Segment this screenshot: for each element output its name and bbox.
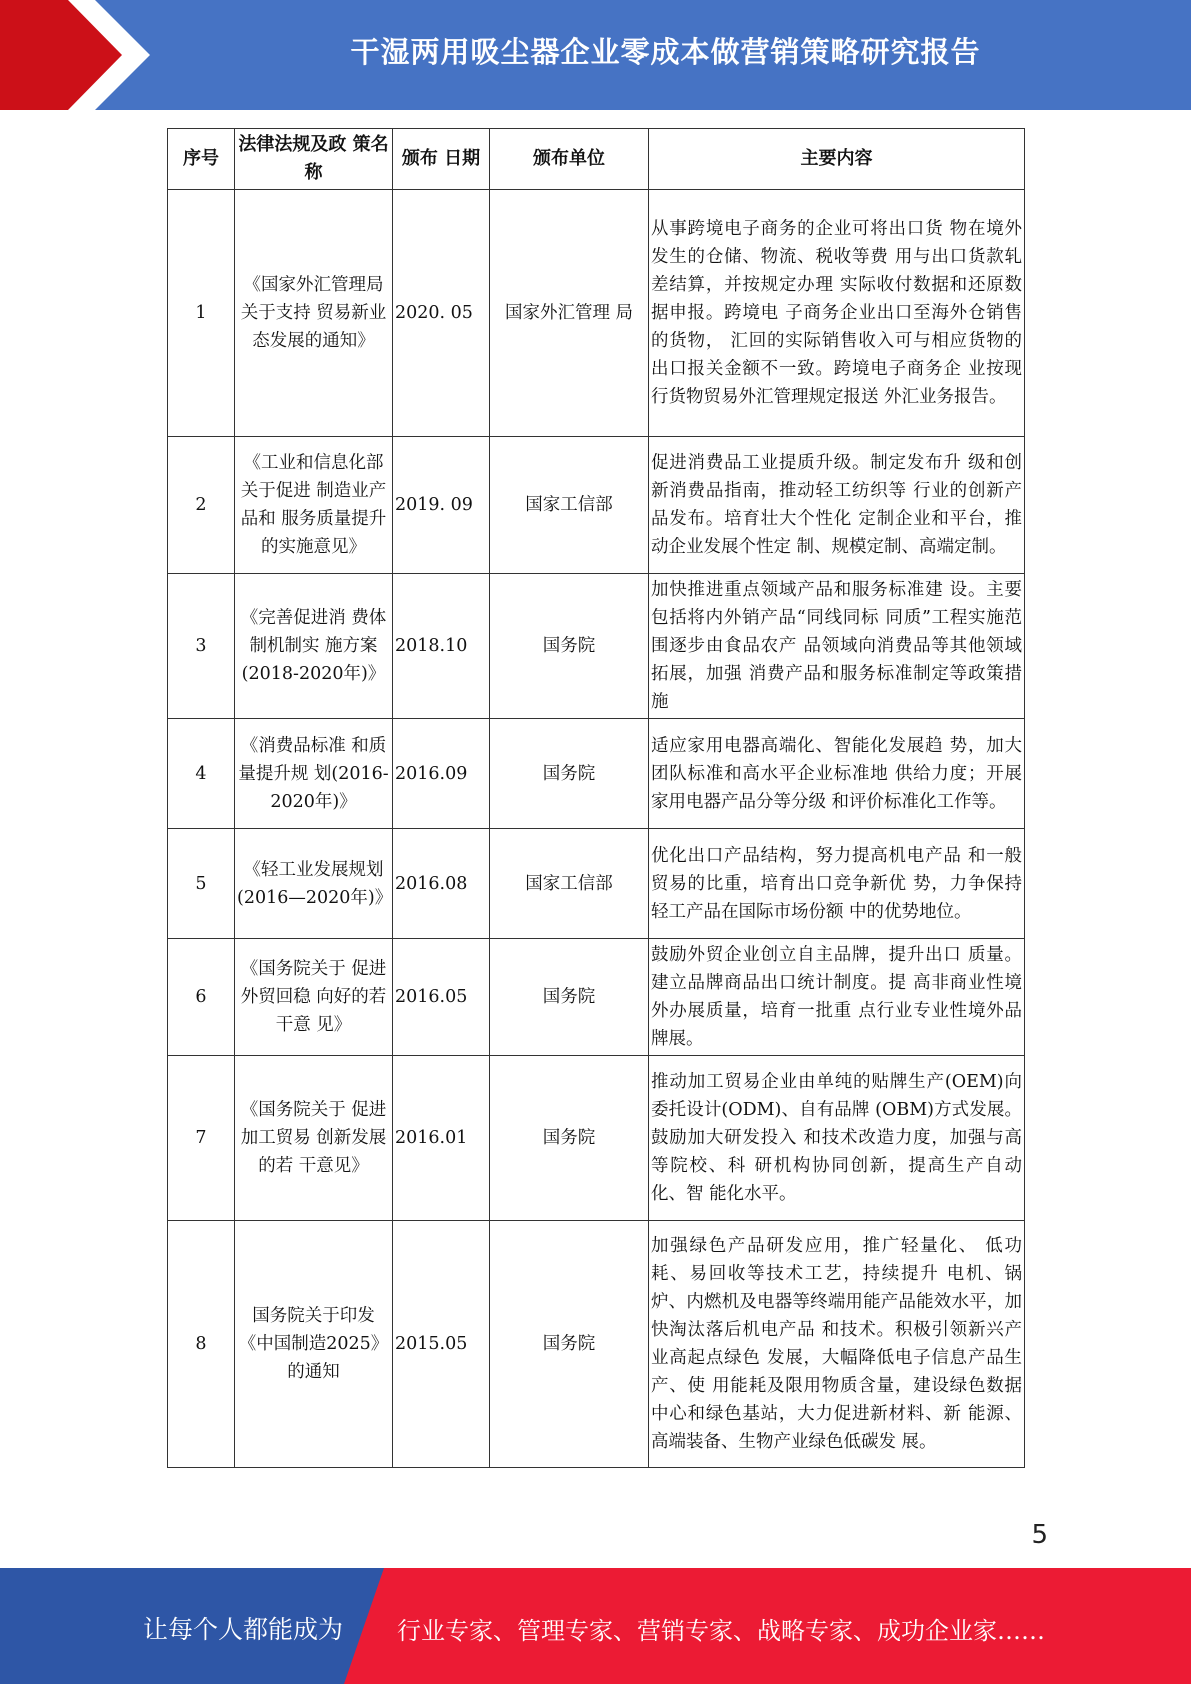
policy-name: 《国务院关于 促进加工贸易 创新发展的若 干意见》 [235, 1056, 393, 1221]
issue-date: 2016.01 [393, 1056, 490, 1221]
row-number: 2 [168, 437, 235, 574]
issuing-department: 国务院 [490, 939, 649, 1056]
policy-name: 《完善促进消 费体制机制实 施方案(2018-2020年)》 [235, 574, 393, 719]
row-number: 1 [168, 190, 235, 437]
policy-name: 《轻工业发展规划(2016—2020年)》 [235, 829, 393, 939]
issuing-department: 国务院 [490, 574, 649, 719]
policy-content: 加强绿色产品研发应用，推广轻量化、 低功耗、易回收等技术工艺，持续提升 电机、锅炉、内燃机及电器等终端用能产品能效水平，加快淘汰落后机电产品 和技术。积极引领新兴产业高起点绿色 发展，大幅降低电子信息产品生产、使 用能耗及限用物质含量，建设绿色数据 中心和绿色基站，大力促进新材料、新 能源、高端装备、生物产业绿色低碳发 展。 [649, 1221, 1025, 1468]
issue-date: 2016.05 [393, 939, 490, 1056]
issuing-department: 国家外汇管理 局 [490, 190, 649, 437]
policy-content: 适应家用电器高端化、智能化发展趋 势，加大团队标准和高水平企业标准地 供给力度；开展家用电器产品分等分级 和评价标准化工作等。 [649, 719, 1025, 829]
table-row [168, 1056, 1025, 1221]
table-row [168, 939, 1025, 1056]
issuing-department: 国务院 [490, 1056, 649, 1221]
row-number: 8 [168, 1221, 235, 1468]
policy-content: 加快推进重点领域产品和服务标准建 设。主要包括将内外销产品“同线同标 同质”工程实施范围逐步由食品农产 品领域向消费品等其他领域拓展，加强 消费产品和服务标准制定等政策措施 [649, 574, 1025, 719]
issuing-department: 国家工信部 [490, 437, 649, 574]
row-number: 7 [168, 1056, 235, 1221]
policy-content: 推动加工贸易企业由单纯的贴牌生产(OEM)向委托设计(ODM)、自有品牌 (OBM)方式发展。鼓励加大研发投入 和技术改造力度，加强与高等院校、科 研机构协同创新，提高生产自动化、智 能化水平。 [649, 1056, 1025, 1221]
policy-name: 《消费品标准 和质量提升规 划(2016-2020年)》 [235, 719, 393, 829]
issuing-department: 国务院 [490, 1221, 649, 1468]
issue-date: 2018.10 [393, 574, 490, 719]
table-header-row [168, 129, 1025, 190]
col-header-dept: 颁布单位 [490, 129, 649, 190]
policy-table [167, 128, 1025, 1468]
col-header-no: 序号 [168, 129, 235, 190]
table-row [168, 719, 1025, 829]
col-header-content: 主要内容 [649, 129, 1025, 190]
policy-content: 优化出口产品结构，努力提高机电产品 和一般贸易的比重，培育出口竞争新优 势，力争保持轻工产品在国际市场份额 中的优势地位。 [649, 829, 1025, 939]
issue-date: 2015.05 [393, 1221, 490, 1468]
issuing-department: 国务院 [490, 719, 649, 829]
table-row [168, 829, 1025, 939]
issue-date: 2020. 05 [393, 190, 490, 437]
issue-date: 2016.08 [393, 829, 490, 939]
policy-name: 《工业和信息化部关于促进 制造业产品和 服务质量提升 的实施意见》 [235, 437, 393, 574]
row-number: 4 [168, 719, 235, 829]
header-arrow-decoration [0, 0, 160, 110]
row-number: 6 [168, 939, 235, 1056]
row-number: 5 [168, 829, 235, 939]
table-row [168, 190, 1025, 437]
issue-date: 2016.09 [393, 719, 490, 829]
policy-content: 促进消费品工业提质升级。制定发布升 级和创新消费品指南，推动轻工纺织等 行业的创新产品发布。培育壮大个性化 定制企业和平台，推动企业发展个性定 制、规模定制、高端定制。 [649, 437, 1025, 574]
table-row [168, 574, 1025, 719]
policy-name: 国务院关于印发《中国制造2025》的通知 [235, 1221, 393, 1468]
policy-name: 《国家外汇管理局关于支持 贸易新业态发展的通知》 [235, 190, 393, 437]
policy-content: 从事跨境电子商务的企业可将出口货 物在境外发生的仓储、物流、税收等费 用与出口货款轧差结算，并按规定办理 实际收付数据和还原数据申报。跨境电 子商务企业出口至海外仓销售的货物， 汇回的实际销售收入可与相应货物的 出口报关金额不一致。跨境电子商务企 业按现行货物贸易外汇管理规定报送 外汇业务报告。 [649, 190, 1025, 437]
issue-date: 2019. 09 [393, 437, 490, 574]
col-header-name: 法律法规及政 策名称 [235, 129, 393, 190]
table-row [168, 1221, 1025, 1468]
issuing-department: 国家工信部 [490, 829, 649, 939]
row-number: 3 [168, 574, 235, 719]
report-title: 干湿两用吸尘器企业零成本做营销策略研究报告 [350, 34, 981, 69]
col-header-date: 颁布 日期 [393, 129, 490, 190]
policy-content: 鼓励外贸企业创立自主品牌，提升出口 质量。建立品牌商品出口统计制度。提 高非商业性境外办展质量，培育一批重 点行业专业性境外品牌展。 [649, 939, 1025, 1056]
page-number: 5 [1031, 1520, 1048, 1550]
policy-name: 《国务院关于 促进外贸回稳 向好的若干意 见》 [235, 939, 393, 1056]
table-row [168, 437, 1025, 574]
footer-lead-text: 让每个人都能成为 [143, 1615, 344, 1644]
footer-slogan: 行业专家、管理专家、营销专家、战略专家、成功企业家…… [397, 1617, 1045, 1645]
